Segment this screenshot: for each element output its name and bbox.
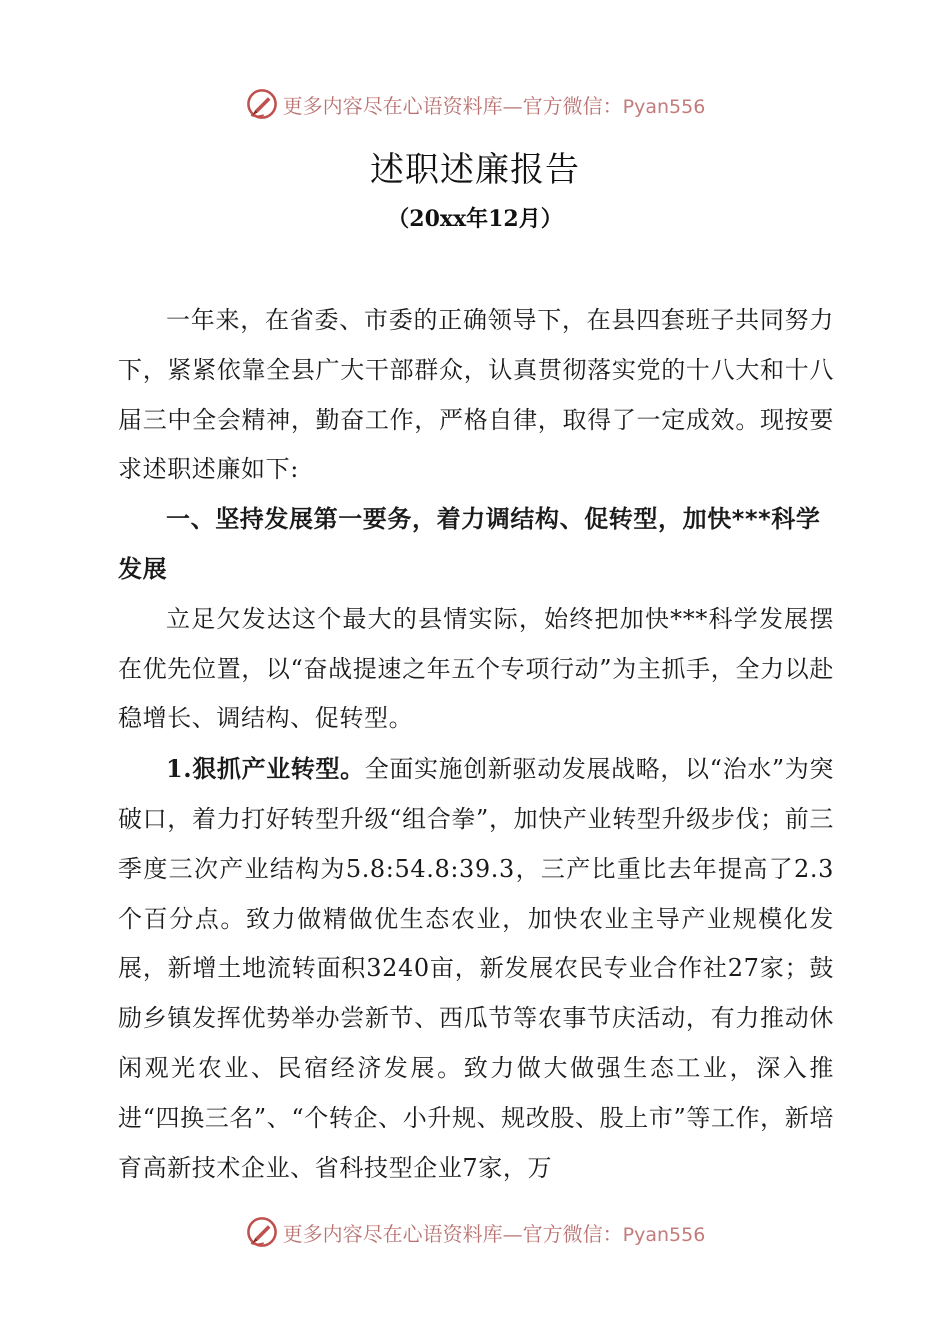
item-1-paragraph — [118, 744, 834, 1193]
item-1-text: 全面实施创新驱动发展战略，以“治水”为突破口，着力打好转型升级“组合拳”，加快产业转型升级步伐；前三季度三次产业结构为5.8:54.8:39.3，三产比重比去年提高了2.3个百分点。致力做精做优生态农业，加快农业主导产业规模化发展，新增土地流转面积3240亩，新发展农民专业合作社27家；鼓励乡镇发挥优势举办尝新节、西瓜节等农事节庆活动，有力推动休闲观光农业、民宿经济发展。致力做大做强生态工业，深入推进“四换三名”、“个转企、小升规、规改股、股上市”等工作，新培育高新技术企业、省科技型企业7家，万 — [118, 755, 834, 1182]
document-date: （20xx年12月） — [387, 206, 563, 232]
item-1-lead: 1.狠抓产业转型。 — [166, 754, 365, 784]
watermark-banner-bottom — [0, 1212, 950, 1252]
watermark-dash: — — [502, 93, 523, 118]
watermark-text — [283, 90, 706, 119]
intro-paragraph: 一年来，在省委、市委的正确领导下，在县四套班子共同努力下，紧紧依靠全县广大干部群众，认真贯彻落实党的十八大和十八届三中全会精神，勤奋工作，严格自律，取得了一定成效。现按要求述职述廉如下: — [118, 306, 834, 484]
watermark-main-text: 更多内容尽在心语资料库 — [282, 93, 503, 118]
document-body — [118, 296, 834, 1193]
watermark-official: 官方微信： — [522, 1221, 623, 1246]
watermark-official: 官方微信： — [522, 93, 623, 118]
pen-logo-icon — [245, 1215, 279, 1249]
section-1-heading: 一、坚持发展第一要务，着力调结构、促转型，加快***科学发展 — [118, 505, 821, 583]
watermark-main-text: 更多内容尽在心语资料库 — [282, 1221, 503, 1246]
section-1-paragraph: 立足欠发达这个最大的县情实际，始终把加快***科学发展摆在优先位置，以“奋战提速之年五个专项行动”为主抓手，全力以赴稳增长、调结构、促转型。 — [118, 604, 834, 733]
document-title: 述职述廉报告 — [370, 150, 580, 190]
watermark-text — [283, 1218, 706, 1247]
watermark-wechat-id: Pyan556 — [622, 95, 706, 118]
watermark-banner-top — [0, 84, 950, 124]
watermark-dash: — — [502, 1221, 523, 1246]
pen-logo-icon — [245, 87, 279, 121]
watermark-wechat-id: Pyan556 — [622, 1223, 706, 1246]
